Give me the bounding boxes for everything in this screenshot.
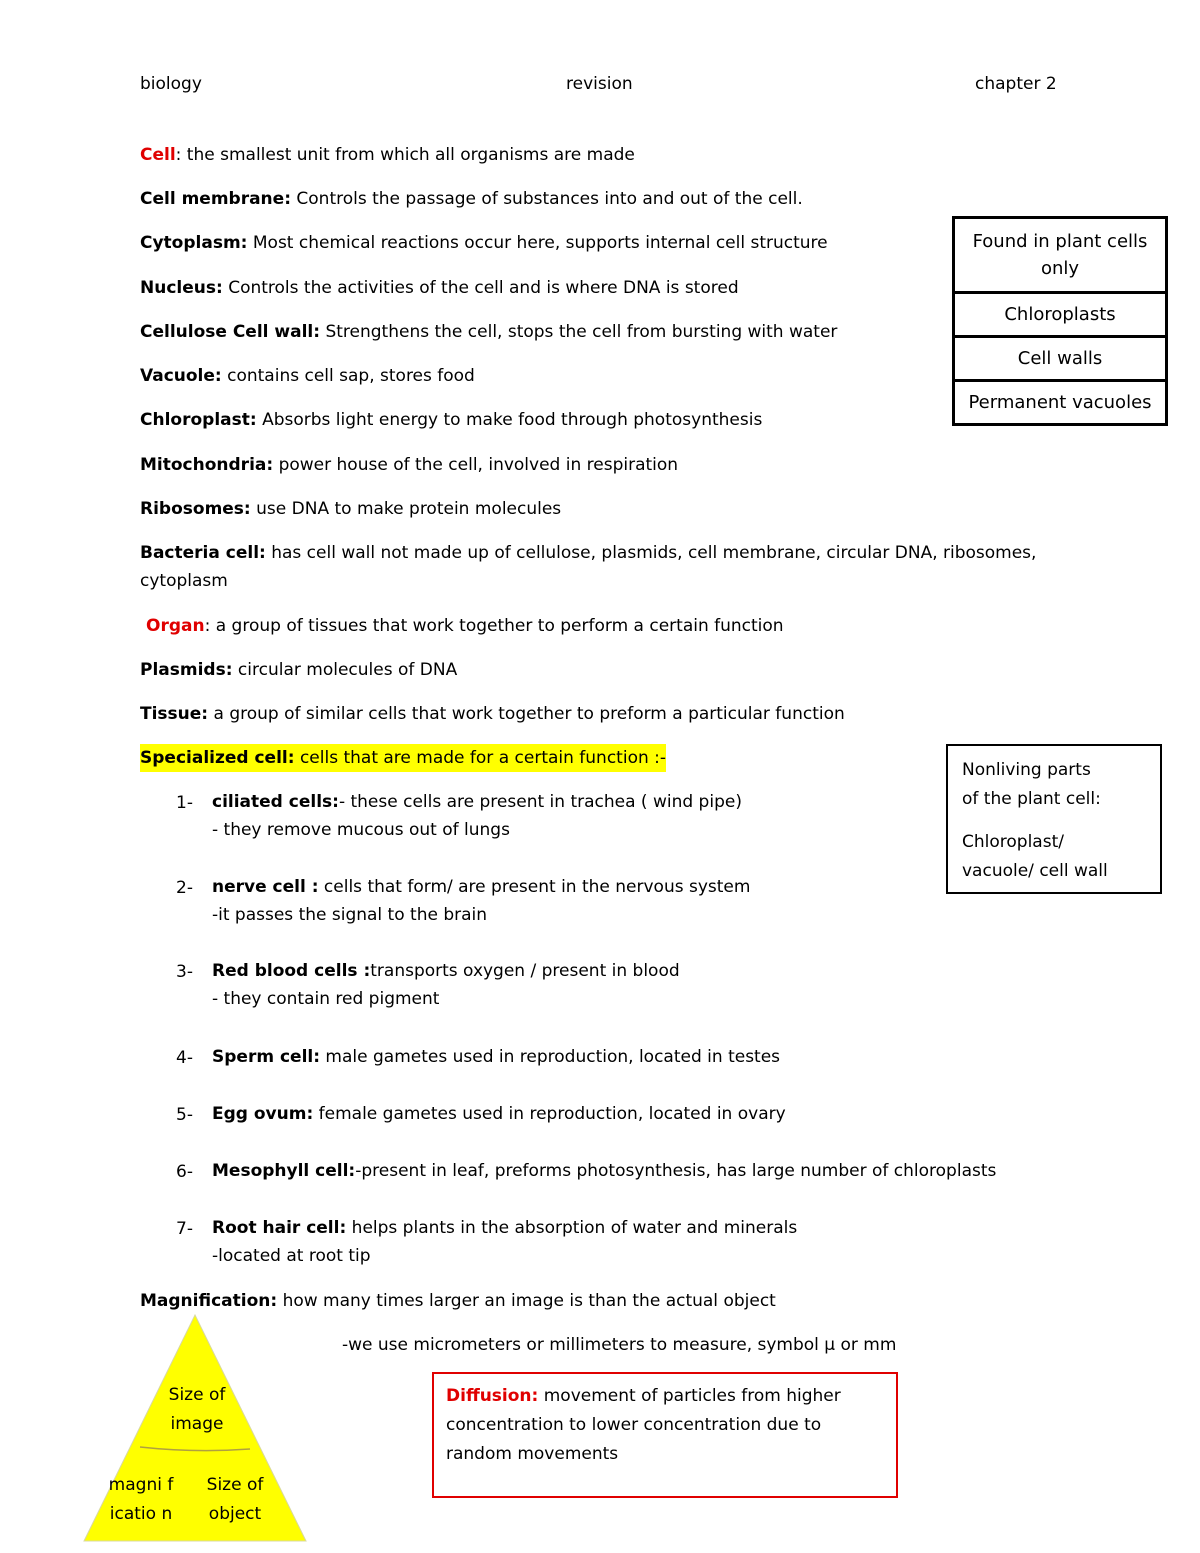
term: Plasmids: <box>140 660 233 680</box>
nonliving-title: Nonliving parts of the plant cell: <box>962 760 1101 809</box>
list-item-red-blood <box>212 957 680 985</box>
header-title: revision <box>566 74 633 94</box>
item-text: female gametes used in reproduction, located in ovary <box>313 1104 786 1124</box>
definition-vacuole <box>140 362 475 390</box>
table-row: Cell walls <box>955 335 1165 379</box>
table-row: Permanent vacuoles <box>955 379 1165 423</box>
triangle-left-label: magni ficatio n <box>108 1475 174 1524</box>
term: Sperm cell: <box>212 1047 321 1067</box>
list-number: 1- <box>176 793 193 813</box>
term: ciliated cells: <box>212 792 339 812</box>
list-number: 3- <box>176 962 193 982</box>
definition-text: Controls the activities of the cell and is where DNA is stored <box>222 278 739 298</box>
item-text: transports oxygen / present in blood <box>370 961 680 981</box>
definition-cell-membrane <box>140 185 803 213</box>
definition-text: power house of the cell, involved in respiration <box>273 455 679 475</box>
magnification-triangle <box>82 1313 308 1545</box>
list-item-egg <box>212 1100 786 1128</box>
list-item-line2: - they contain red pigment <box>212 989 440 1009</box>
term: Bacteria cell: <box>140 543 266 563</box>
list-item-root-hair <box>212 1214 797 1242</box>
nonliving-parts-box <box>946 744 1162 894</box>
definition-text: cells that are made for a certain function :- <box>294 748 667 768</box>
term: Egg ovum: <box>212 1104 314 1124</box>
term: Specialized cell: <box>140 748 295 768</box>
item-text: -present in leaf, preforms photosynthesis, has large number of chloroplasts <box>355 1161 997 1181</box>
list-number: 7- <box>176 1219 193 1239</box>
list-item-line2: - they remove mucous out of lungs <box>212 820 510 840</box>
term: Mitochondria: <box>140 455 274 475</box>
term: Red blood cells : <box>212 961 371 981</box>
definition-ribosomes <box>140 495 561 523</box>
term: Ribosomes: <box>140 499 251 519</box>
definition-text: Most chemical reactions occur here, supports internal cell structure <box>247 233 828 253</box>
term: Cell <box>140 145 176 165</box>
item-text: - these cells are present in trachea ( wind pipe) <box>338 792 742 812</box>
definition-text: has cell wall not made up of cellulose, plasmids, cell membrane, circular DNA, ribosomes, <box>265 543 1037 563</box>
definition-text: Absorbs light energy to make food through photosynthesis <box>256 410 763 430</box>
diffusion-box <box>432 1372 898 1498</box>
list-item-line2: -it passes the signal to the brain <box>212 905 488 925</box>
plant-cells-table <box>952 216 1168 426</box>
term: Diffusion: <box>446 1386 539 1406</box>
table-header: Found in plant cells only <box>972 231 1148 279</box>
term: Mesophyll cell: <box>212 1161 356 1181</box>
triangle-right-label: Size of object <box>206 1475 264 1524</box>
header-subject: biology <box>140 74 202 94</box>
list-item-nerve <box>212 873 750 901</box>
definition-magnification <box>140 1287 776 1315</box>
term: Nucleus: <box>140 278 223 298</box>
header-chapter: chapter 2 <box>975 74 1057 94</box>
term: Cytoplasm: <box>140 233 248 253</box>
definition-bacteria-cell-cont: cytoplasm <box>140 571 228 591</box>
definition-nucleus <box>140 274 739 302</box>
list-item-sperm <box>212 1043 780 1071</box>
term: Tissue: <box>140 704 209 724</box>
term: Vacuole: <box>140 366 222 386</box>
triangle-top-label: Size of image <box>168 1385 226 1434</box>
definition-tissue <box>140 700 845 728</box>
definition-specialized-cell <box>140 744 666 772</box>
definition-text: use DNA to make protein molecules <box>250 499 562 519</box>
term: nerve cell : <box>212 877 319 897</box>
definition-text: a group of similar cells that work together to preform a particular function <box>208 704 845 724</box>
magnification-note: -we use micrometers or millimeters to measure, symbol µ or mm <box>342 1335 897 1355</box>
list-number: 5- <box>176 1105 193 1125</box>
definition-bacteria-cell <box>140 539 1036 567</box>
list-number: 6- <box>176 1162 193 1182</box>
term: Organ <box>146 616 205 636</box>
definition-text: Strengthens the cell, stops the cell from bursting with water <box>320 322 838 342</box>
definition-text: contains cell sap, stores food <box>221 366 475 386</box>
definition-chloroplast <box>140 406 762 434</box>
definition-cytoplasm <box>140 229 828 257</box>
definition-text: circular molecules of DNA <box>232 660 458 680</box>
item-text: helps plants in the absorption of water and minerals <box>346 1218 798 1238</box>
list-number: 2- <box>176 878 193 898</box>
definition-text: : the smallest unit from which all organisms are made <box>175 145 635 165</box>
term: Cellulose Cell wall: <box>140 322 321 342</box>
definition-organ <box>146 612 784 640</box>
definition-text: : a group of tissues that work together to perform a certain function <box>204 616 784 636</box>
list-number: 4- <box>176 1048 193 1068</box>
definition-plasmids <box>140 656 457 684</box>
item-text: cells that form/ are present in the nervous system <box>318 877 751 897</box>
term: Magnification: <box>140 1291 278 1311</box>
definition-cell-wall <box>140 318 837 346</box>
nonliving-body: Chloroplast/ vacuole/ cell wall <box>962 832 1108 881</box>
table-row: Chloroplasts <box>955 291 1165 335</box>
definition-mitochondria <box>140 451 678 479</box>
term: Root hair cell: <box>212 1218 347 1238</box>
term: Chloroplast: <box>140 410 257 430</box>
definition-text: how many times larger an image is than the actual object <box>277 1291 776 1311</box>
term: Cell membrane: <box>140 189 291 209</box>
item-text: male gametes used in reproduction, located in testes <box>320 1047 781 1067</box>
list-item-ciliated <box>212 788 742 816</box>
list-item-line2: -located at root tip <box>212 1246 371 1266</box>
definition-cell <box>140 141 635 169</box>
definition-text: movement of particles from higher concentration to lower concentration due to random movements <box>446 1386 841 1464</box>
definition-text: Controls the passage of substances into and out of the cell. <box>291 189 803 209</box>
list-item-mesophyll <box>212 1157 996 1185</box>
